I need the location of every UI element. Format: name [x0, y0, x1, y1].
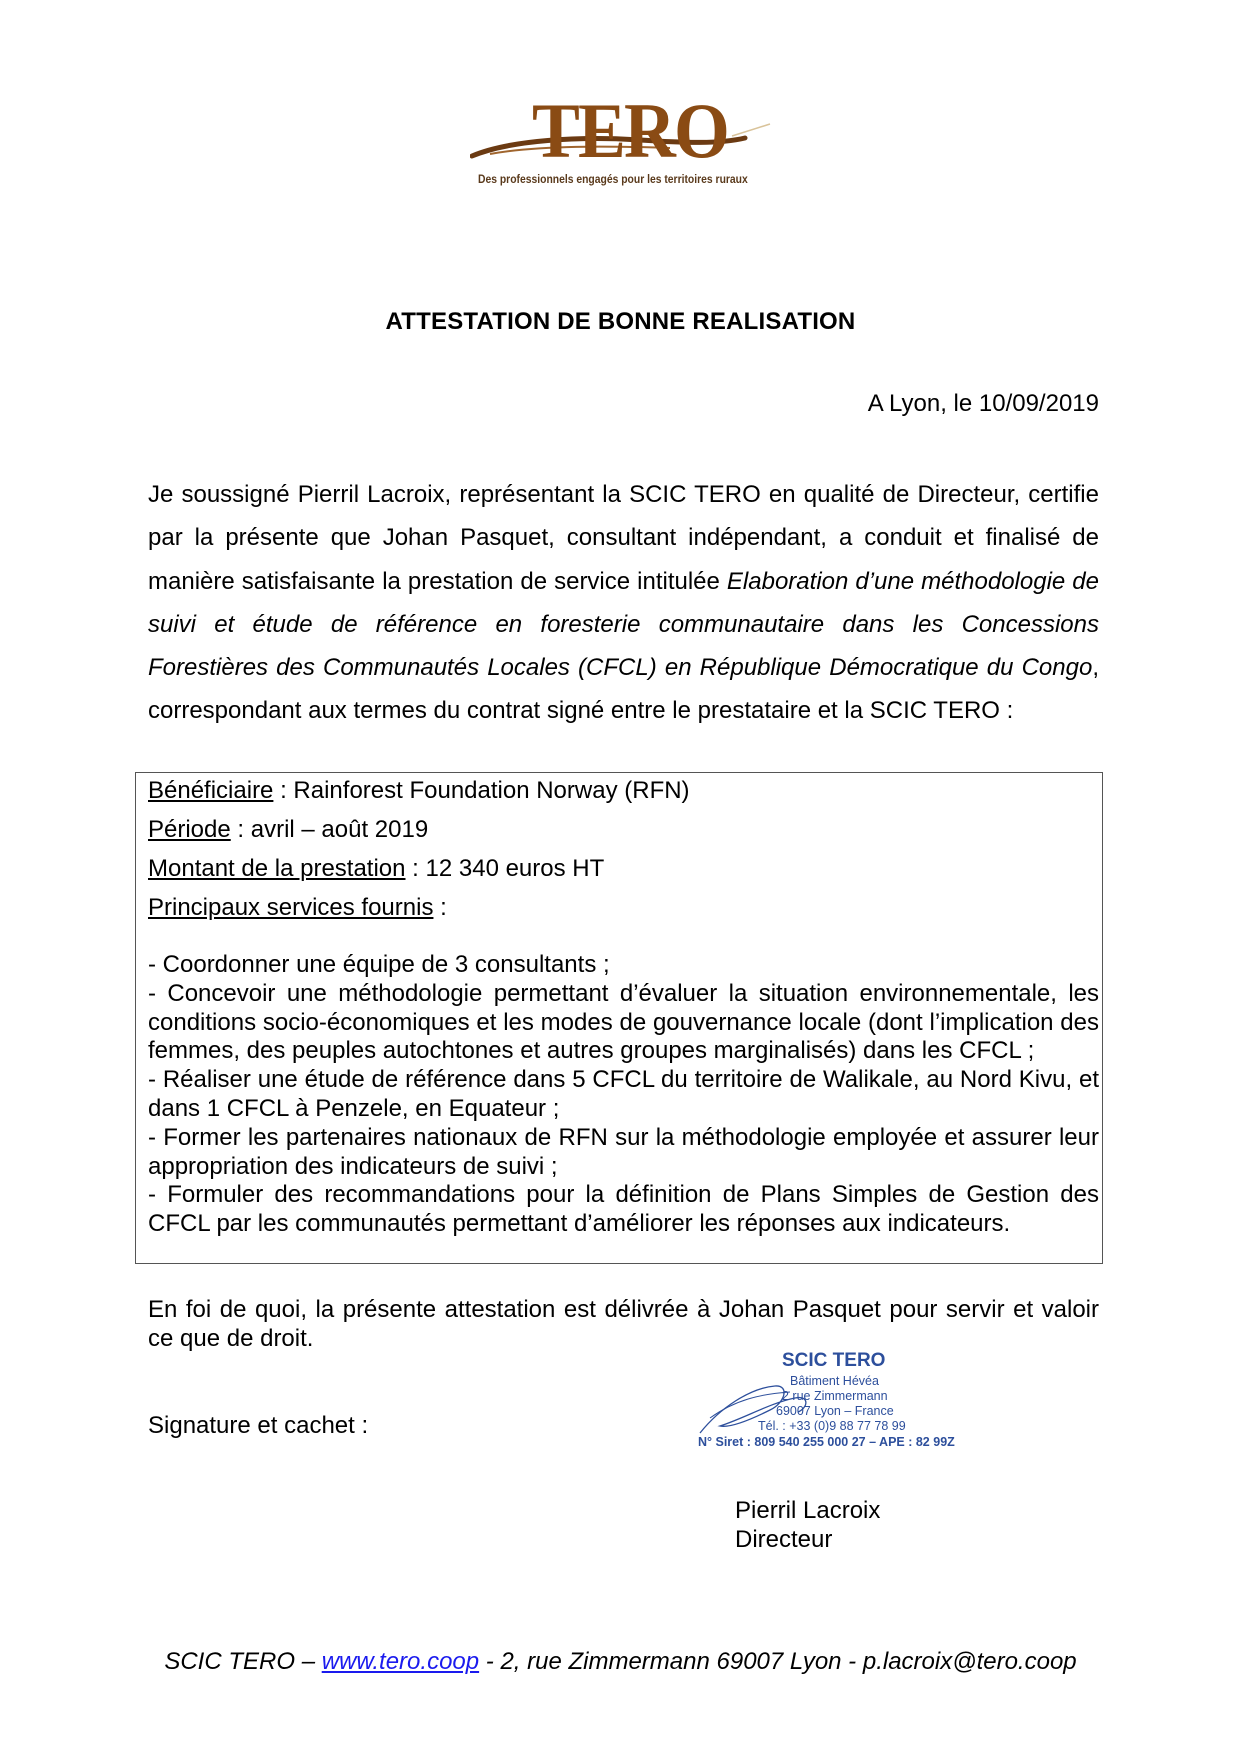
amount-label: Montant de la prestation — [148, 855, 406, 882]
intro-service-title: Elaboration d’une méthodologie de suivi et étude de référence en foresterie communautaire dans les Concessions Forestières des Communautés Locales (CFCL) en République Démocratique du Congo — [148, 567, 1099, 682]
page-title: ATTESTATION DE BONNE REALISATION — [385, 308, 856, 335]
details-box — [135, 772, 1103, 1264]
services-label: Principaux services fournis — [148, 894, 434, 921]
list-item: - Réaliser une étude de référence dans 5 CFCL du territoire de Walikale, au Nord Kivu, et dans 1 CFCL à Penzele, en Equateur ; — [148, 1066, 1099, 1122]
stamp-line-4: Tél. : +33 (0)9 88 77 78 99 — [758, 1419, 906, 1433]
company-stamp — [690, 1348, 990, 1463]
stamp-line-1: Bâtiment Hévéa — [790, 1374, 879, 1388]
date-line: A Lyon, le 10/09/2019 — [867, 390, 1099, 417]
list-item: - Former les partenaires nationaux de RFN sur la méthodologie employée et assurer leur appropriation des indicateurs de suivi ; — [148, 1123, 1099, 1180]
intro-paragraph — [148, 473, 1099, 733]
stamp-line-5: N° Siret : 809 540 255 000 27 – APE : 82 99Z — [698, 1435, 955, 1449]
list-item: - Formuler des recommandations pour la définition de Plans Simples de Gestion des CFCL par les communautés permettant d’améliorer les réponses aux indicateurs. — [148, 1181, 1099, 1238]
signer-name: Pierril Lacroix — [735, 1497, 881, 1524]
list-item: - Concevoir une méthodologie permettant d’évaluer la situation environnementale, les conditions socio-économiques et les modes de gouvernance locale (dont l’implication des femmes, des peuples autochtones et autres groupes marginalisés) dans les CFCL ; — [148, 979, 1099, 1065]
intro-text-1: Je soussigné Pierril Lacroix, représentant la SCIC TERO en qualité de Directeur, certifie par la présente que Johan Pasquet, consultant indépendant, a conduit et finalisé de manière satisfaisante la prestation de service intitulée — [148, 481, 1099, 595]
beneficiary-line — [148, 777, 690, 805]
intro-text-2: , correspondant aux termes du contrat signé entre le prestataire et la SCIC TERO : — [148, 654, 1099, 725]
page-footer — [0, 1648, 1241, 1676]
logo-wordmark: TERO — [532, 87, 729, 174]
services-suffix: : — [433, 894, 447, 921]
period-line — [148, 816, 428, 844]
footer-suffix: - 2, rue Zimmermann 69007 Lyon - p.lacroix@tero.coop — [479, 1648, 1077, 1675]
services-heading — [148, 894, 447, 922]
website-link[interactable]: www.tero.coop — [321, 1648, 480, 1675]
stamp-name: SCIC TERO — [782, 1350, 886, 1371]
signer-block — [735, 1496, 880, 1554]
signer-role: Directeur — [735, 1526, 833, 1553]
tero-logo — [470, 88, 780, 198]
stamp-line-2: 2 rue Zimmermann — [782, 1389, 888, 1403]
beneficiary-label: Bénéficiaire — [148, 777, 274, 804]
amount-line — [148, 855, 604, 883]
logo-tagline: Des professionnels engagés pour les territoires ruraux — [478, 174, 748, 186]
footer-prefix: SCIC TERO – — [164, 1648, 322, 1675]
amount-value: : 12 340 euros HT — [405, 855, 605, 882]
stamp-line-3: 69007 Lyon – France — [776, 1404, 894, 1418]
closing-paragraph: En foi de quoi, la présente attestation est délivrée à Johan Pasquet pour servir et valoir ce que de droit. — [148, 1296, 1099, 1352]
list-item: - Coordonner une équipe de 3 consultants ; — [148, 951, 610, 978]
period-value: : avril – août 2019 — [230, 816, 429, 843]
beneficiary-value: : Rainforest Foundation Norway (RFN) — [273, 777, 690, 804]
services-list — [148, 951, 1099, 1239]
signature-label: Signature et cachet : — [148, 1412, 369, 1439]
period-label: Période — [148, 816, 231, 843]
